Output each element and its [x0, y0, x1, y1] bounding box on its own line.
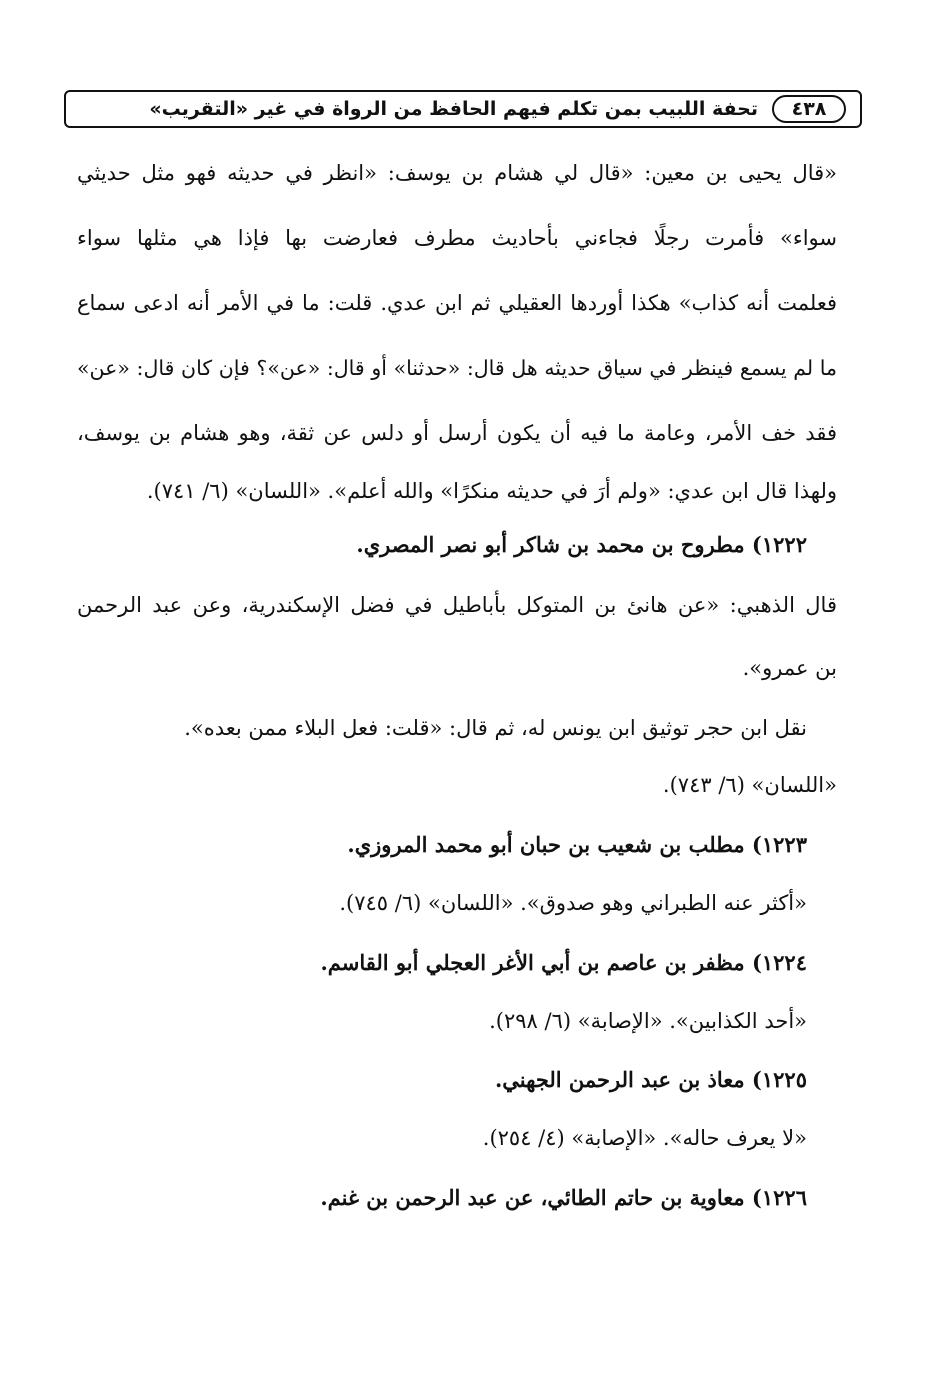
- running-title: تحفة اللبيب بمن تكلم فيهم الحافظ من الرواة في غير «التقريب»: [149, 98, 758, 120]
- entry-note-1224: «أحد الكذابين». «الإصابة» (٦/ ٢٩٨).: [489, 1009, 807, 1033]
- entry-heading-1223: ١٢٢٣) مطلب بن شعيب بن حبان أبو محمد المروزي.: [347, 832, 807, 857]
- entry-heading-1226: ١٢٢٦) معاوية بن حاتم الطائي، عن عبد الرحمن بن غنم.: [320, 1185, 807, 1210]
- entry-heading-1224: ١٢٢٤) مظفر بن عاصم بن أبي الأغر العجلي أبو القاسم.: [320, 950, 807, 975]
- text-line: نقل ابن حجر توثيق ابن يونس له، ثم قال: «قلت: فعل البلاء ممن بعده».: [184, 716, 807, 740]
- text-line: «قال يحيى بن معين: «قال لي هشام بن يوسف: «انظر في حديثه فهو مثل حديثي: [77, 161, 837, 185]
- text-line: سواء» فأمرت رجلًا فجاءني بأحاديث مطرف فعارضت بها فإذا هي مثلها سواء: [77, 226, 837, 250]
- page-number: ٤٣٨: [772, 95, 846, 123]
- entry-heading-1222: ١٢٢٢) مطروح بن محمد بن شاكر أبو نصر المصري.: [356, 532, 807, 557]
- text-line: فعلمت أنه كذاب» هكذا أوردها العقيلي ثم ابن عدي. قلت: ما في الأمر أنه ادعى سماع: [77, 291, 837, 315]
- text-line: بن عمرو».: [742, 656, 837, 680]
- text-line: «اللسان» (٦/ ٧٤٣).: [662, 773, 837, 797]
- text-line: ما لم يسمع فينظر في سياق حديثه هل قال: «حدثنا» أو قال: «عن»؟ فإن كان قال: «عن»: [77, 356, 837, 380]
- entry-heading-1225: ١٢٢٥) معاذ بن عبد الرحمن الجهني.: [494, 1067, 807, 1092]
- page-header: [64, 90, 862, 128]
- entry-note-1225: «لا يعرف حاله». «الإصابة» (٤/ ٢٥٤).: [482, 1126, 807, 1150]
- text-line: فقد خف الأمر، وعامة ما فيه أن يكون أرسل أو دلس عن ثقة، وهو هشام بن يوسف،: [77, 421, 837, 445]
- text-line: قال الذهبي: «عن هانئ بن المتوكل بأباطيل في فضل الإسكندرية، وعن عبد الرحمن: [77, 593, 837, 617]
- text-line: ولهذا قال ابن عدي: «ولم أرَ في حديثه منكرًا» والله أعلم». «اللسان» (٦/ ٧٤١).: [146, 479, 837, 503]
- entry-note-1223: «أكثر عنه الطبراني وهو صدوق». «اللسان» (٦/ ٧٤٥).: [339, 891, 807, 915]
